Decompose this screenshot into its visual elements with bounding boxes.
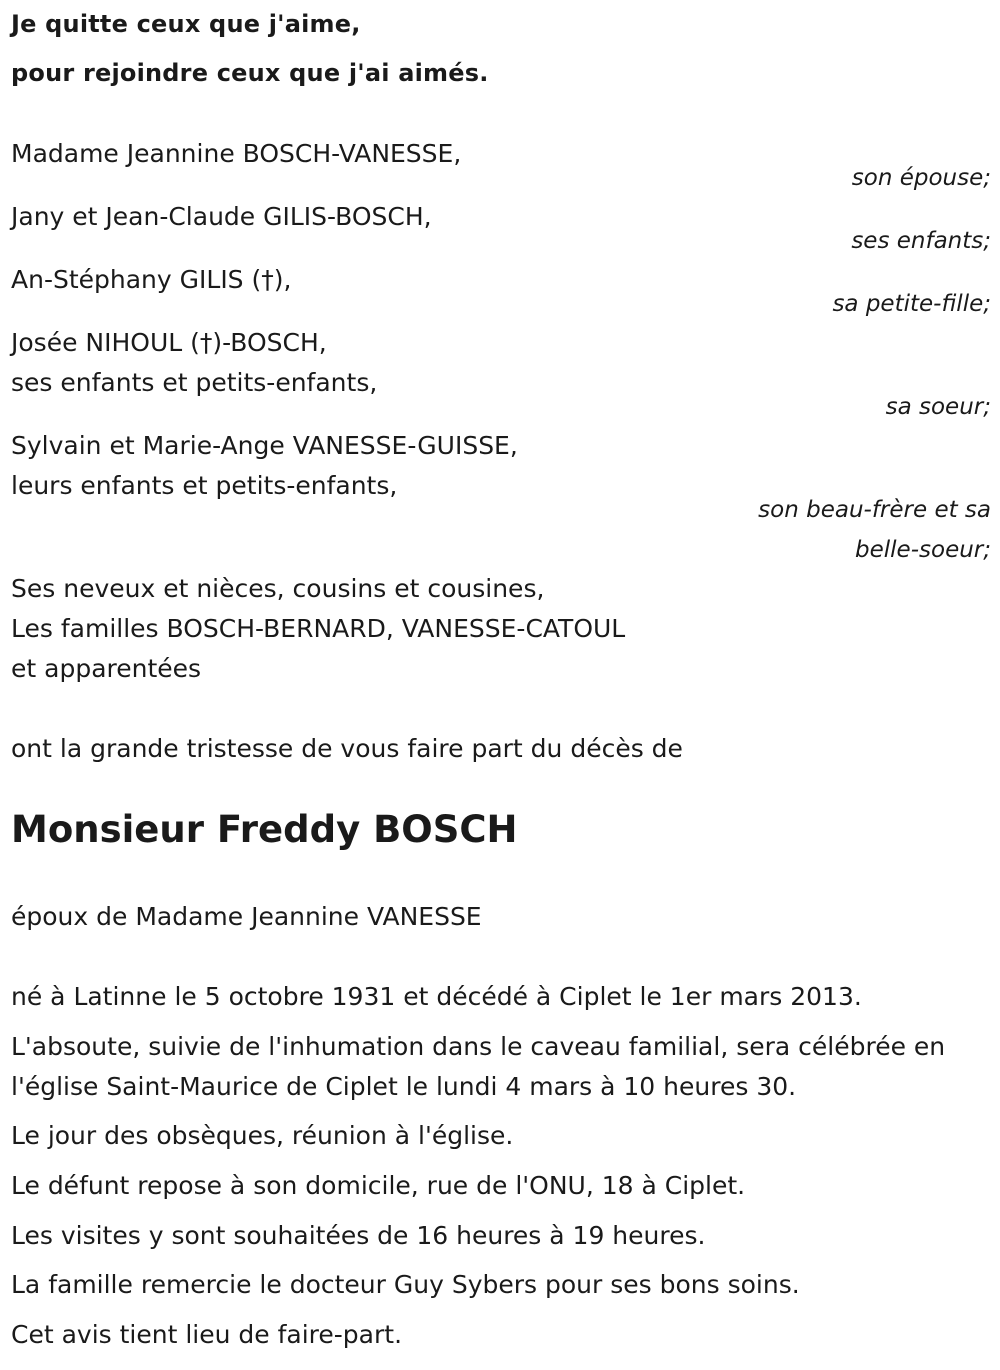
- quote-line-2: pour rejoindre ceux que j'ai aimés.: [11, 59, 489, 87]
- extended-family-line-1: Ses neveux et nièces, cousins et cousines,: [11, 574, 545, 603]
- detail-visits: Les visites y sont souhaitées de 16 heures à 19 heures.: [11, 1221, 706, 1250]
- mourner-inlaws-relation-2: belle-soeur;: [855, 537, 991, 563]
- detail-repose: Le défunt repose à son domicile, rue de l'ONU, 18 à Ciplet.: [11, 1171, 746, 1200]
- quote-line-1: Je quitte ceux que j'aime,: [11, 10, 361, 38]
- mourner-sister-descendants: ses enfants et petits-enfants,: [11, 368, 378, 397]
- mourner-inlaws-name: Sylvain et Marie-Ange VANESSE-GUISSE,: [11, 431, 518, 460]
- mourner-spouse-relation: son épouse;: [851, 165, 991, 191]
- mourner-spouse-name: Madame Jeannine BOSCH-VANESSE,: [11, 139, 462, 168]
- mourner-inlaws-descendants: leurs enfants et petits-enfants,: [11, 471, 398, 500]
- extended-family-line-2: Les familles BOSCH-BERNARD, VANESSE-CATOUL: [11, 614, 626, 643]
- detail-ceremony-1: L'absoute, suivie de l'inhumation dans le caveau familial, sera célébrée en: [11, 1032, 946, 1061]
- detail-ceremony-2: l'église Saint-Maurice de Ciplet le lundi 4 mars à 10 heures 30.: [11, 1072, 797, 1101]
- extended-family-line-3: et apparentées: [11, 654, 202, 683]
- detail-birth-death: né à Latinne le 5 octobre 1931 et décédé à Ciplet le 1er mars 2013.: [11, 982, 862, 1011]
- detail-meeting: Le jour des obsèques, réunion à l'église.: [11, 1121, 514, 1150]
- mourner-children-name: Jany et Jean-Claude GILIS-BOSCH,: [11, 202, 432, 231]
- mourner-granddaughter-relation: sa petite-fille;: [832, 291, 991, 317]
- announcement: ont la grande tristesse de vous faire part du décès de: [11, 734, 683, 763]
- detail-notice: Cet avis tient lieu de faire-part.: [11, 1320, 403, 1349]
- mourner-children-relation: ses enfants;: [851, 228, 991, 254]
- mourner-sister-name: Josée NIHOUL (†)-BOSCH,: [11, 328, 327, 357]
- mourner-sister-relation: sa soeur;: [885, 394, 991, 420]
- mourner-granddaughter-name: An-Stéphany GILIS (†),: [11, 265, 292, 294]
- deceased-name: Monsieur Freddy BOSCH: [11, 808, 518, 851]
- mourner-inlaws-relation-1: son beau-frère et sa: [758, 497, 991, 523]
- detail-thanks: La famille remercie le docteur Guy Sybers pour ses bons soins.: [11, 1270, 800, 1299]
- spouse-line: époux de Madame Jeannine VANESSE: [11, 902, 482, 931]
